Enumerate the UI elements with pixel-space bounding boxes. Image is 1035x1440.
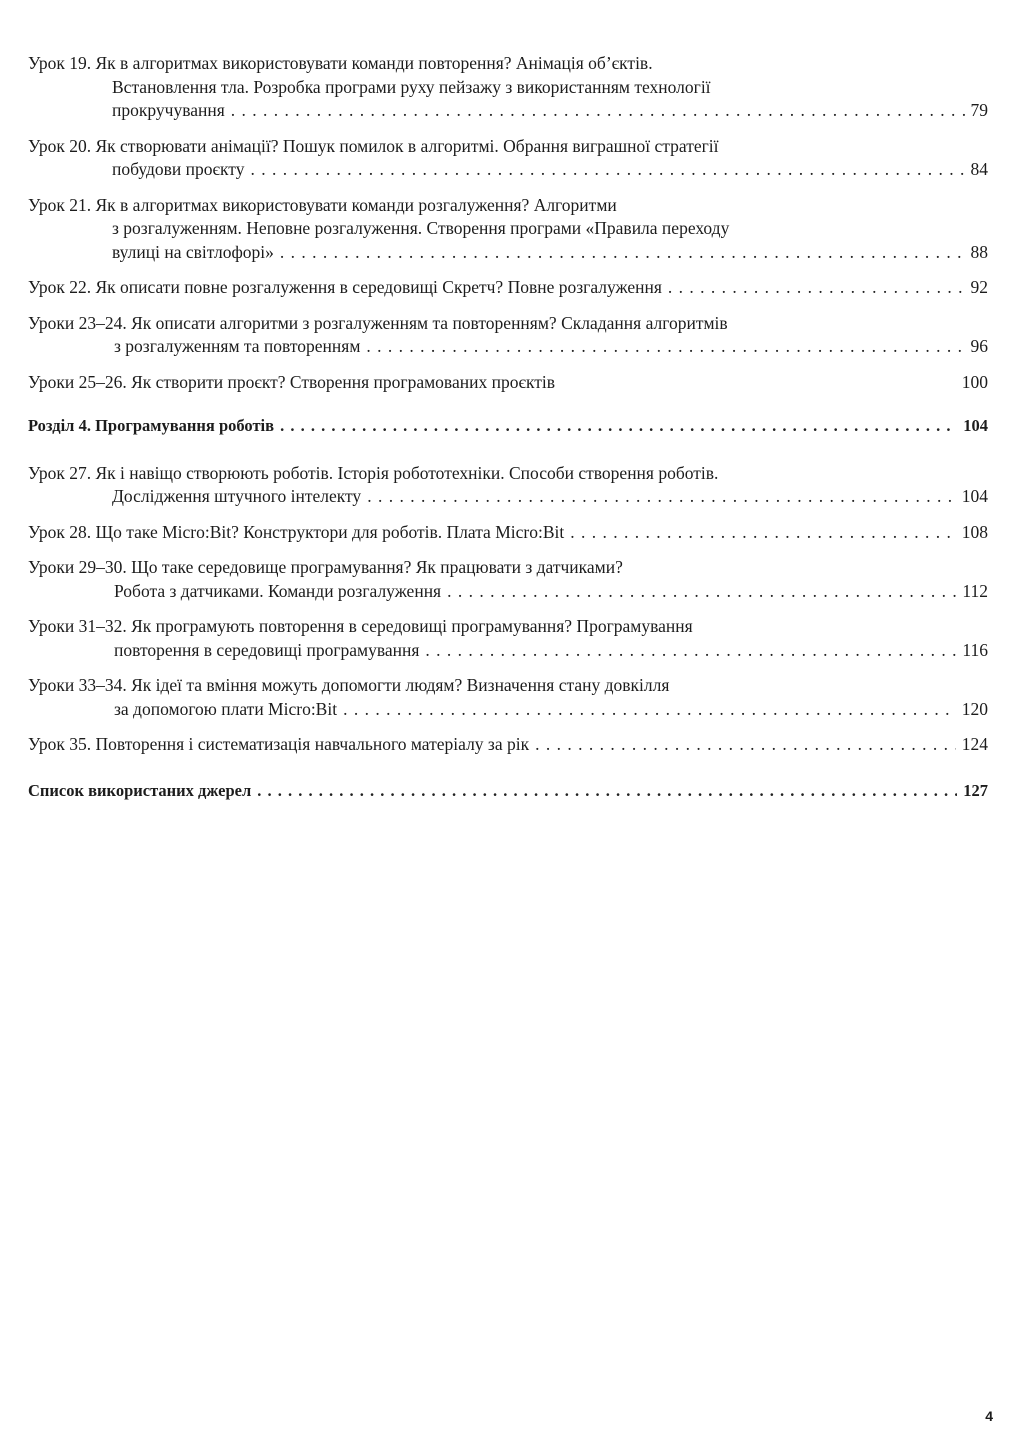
toc-entry-last-line (28, 158, 988, 182)
toc-entry-text: Уроки 25–26. Як створити проєкт? Створення програмованих проєктів (28, 371, 556, 392)
toc-entry-lessons-25-26[interactable] (28, 371, 988, 395)
toc-sources[interactable] (28, 779, 988, 803)
toc-page-number: 108 (961, 521, 988, 542)
dot-leader (668, 276, 965, 300)
toc-entry-lesson-27[interactable] (28, 462, 988, 509)
toc-entry-lesson-35[interactable] (28, 733, 988, 757)
toc-page-number: 79 (970, 100, 988, 120)
toc-entry-line: Уроки 29–30. Що таке середовище програмування? Як працювати з датчиками? (28, 557, 623, 577)
toc-entry-last-line (28, 335, 988, 359)
toc-entry-last-line (28, 371, 988, 395)
dot-leader (570, 521, 956, 545)
toc-entry-line: Уроки 33–34. Як ідеї та вміння можуть допомогти людям? Визначення стану довкілля (28, 675, 670, 695)
toc-entry-line: Уроки 31–32. Як програмують повторення в середовищі програмування? Програмування (28, 616, 693, 636)
dot-leader (257, 779, 957, 803)
toc-entry-line: Урок 19. Як в алгоритмах використовувати команди повторення? Анімація об’єктів. (28, 53, 653, 73)
toc-entry-text: Урок 35. Повторення і систематизація навчального матеріалу за рік (28, 734, 530, 754)
toc-entry-text: вулиці на світлофорі» (112, 241, 274, 262)
toc-entry-line: Уроки 23–24. Як описати алгоритми з розгалуженням та повторенням? Складання алгоритмів (28, 312, 728, 333)
toc-entry-text: Урок 22. Як описати повне розгалуження в середовищі Скретч? Повне розгалуження (28, 277, 662, 297)
toc-page-number: 92 (970, 277, 988, 297)
toc-entry-lessons-31-32[interactable] (28, 615, 988, 662)
toc-entry-line: Урок 21. Як в алгоритмах використовувати команди розгалуження? Алгоритми (28, 194, 617, 215)
toc-entry-lesson-20[interactable] (28, 135, 988, 182)
toc-entry-last-line (28, 99, 988, 123)
toc-entry-last-line (28, 779, 988, 803)
toc-page-number: 96 (970, 336, 988, 356)
toc-entry-text: Робота з датчиками. Команди розгалуження (114, 580, 442, 601)
dot-leader (425, 639, 956, 663)
sources-title: Список використаних джерел (28, 780, 252, 800)
toc-entry-line: Встановлення тла. Розробка програми руху пейзажу з використанням технології (112, 76, 711, 97)
toc-entry-text: Дослідження штучного інтелекту (112, 486, 362, 506)
toc-entry-last-line (28, 639, 988, 663)
toc-entry-text: повторення в середовищі програмування (114, 639, 420, 660)
toc-entry-last-line (28, 698, 988, 722)
toc-entry-last-line (28, 241, 988, 265)
toc-entry-lesson-22[interactable] (28, 276, 988, 300)
section-title: Розділ 4. Програмування роботів (28, 416, 275, 435)
toc-entry-text: прокручування (112, 100, 225, 120)
dot-leader (535, 733, 956, 757)
dot-leader (231, 99, 965, 123)
toc-entry-lesson-19[interactable] (28, 52, 988, 123)
toc-page-number: 84 (970, 159, 988, 179)
dot-leader (367, 485, 956, 509)
toc-section-4[interactable] (28, 414, 988, 438)
toc-entry-text: з розгалуженням та повторенням (114, 336, 361, 356)
toc-entry-last-line (28, 414, 988, 438)
dot-leader (280, 414, 957, 438)
toc-page-number: 116 (962, 639, 988, 660)
toc-entry-last-line (28, 580, 988, 604)
toc-entry-lessons-23-24[interactable] (28, 312, 988, 359)
toc-entry-text: побудови проєкту (112, 159, 245, 179)
toc-page-number: 120 (961, 698, 988, 719)
toc-entry-line: Урок 27. Як і навіщо створюють роботів. Історія робототехніки. Способи створення роботів. (28, 462, 719, 483)
toc-entry-lesson-21[interactable] (28, 194, 988, 265)
toc-entry-lesson-28[interactable] (28, 521, 988, 545)
toc-page-number: 124 (961, 734, 988, 754)
dot-leader (366, 335, 964, 359)
toc-page-number: 104 (963, 416, 988, 435)
table-of-contents (28, 52, 988, 814)
toc-entry-last-line (28, 485, 988, 509)
toc-page-number: 112 (962, 580, 988, 601)
toc-entry-lessons-29-30[interactable] (28, 556, 988, 603)
toc-page-number: 127 (963, 780, 988, 800)
toc-entry-last-line (28, 276, 988, 300)
toc-entry-text: Урок 28. Що таке Micro:Bit? Конструктори для роботів. Плата Micro:Bit (28, 521, 565, 542)
page-number: 4 (985, 1408, 993, 1424)
toc-page-number: 100 (961, 371, 988, 392)
dot-leader (343, 698, 956, 722)
toc-entry-last-line (28, 733, 988, 757)
toc-entry-last-line (28, 521, 988, 545)
toc-page-number: 88 (970, 241, 988, 262)
toc-entry-lessons-33-34[interactable] (28, 674, 988, 721)
dot-leader (447, 580, 956, 604)
dot-leader (280, 241, 965, 265)
toc-entry-text: за допомогою плати Micro:Bit (114, 698, 338, 719)
toc-entry-line: з розгалуженням. Неповне розгалуження. Створення програми «Правила переходу (112, 218, 730, 238)
dot-leader (250, 158, 964, 182)
toc-entry-line: Урок 20. Як створювати анімації? Пошук помилок в алгоритмі. Обрання виграшної стратегії (28, 135, 719, 156)
toc-page-number: 104 (961, 486, 988, 506)
